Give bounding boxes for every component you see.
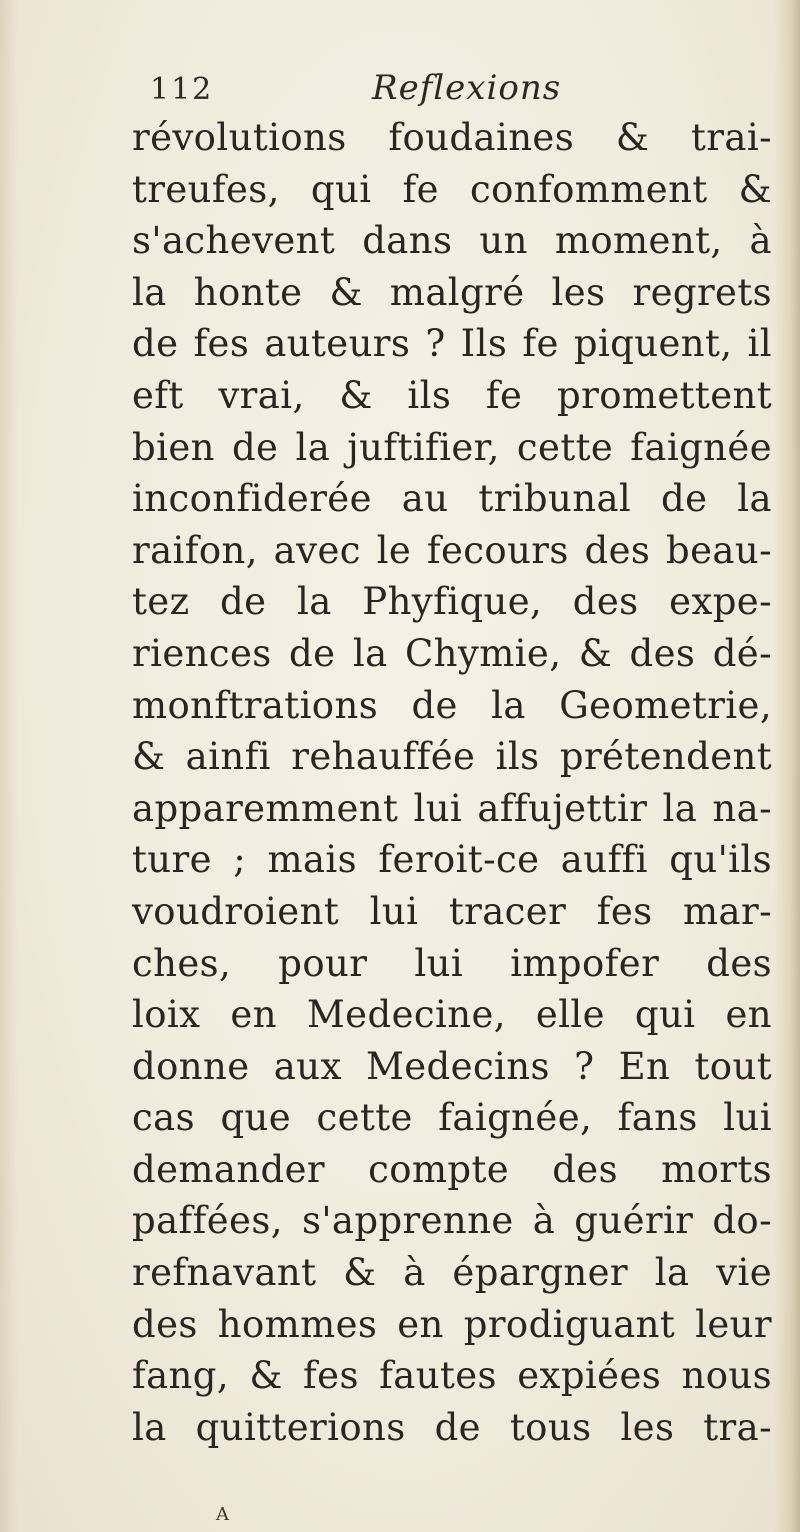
signature-mark: A xyxy=(216,1504,229,1525)
text-line: demander compte des morts xyxy=(132,1147,772,1191)
running-title: Reflexions xyxy=(372,68,562,108)
page-edge-right xyxy=(774,0,800,1532)
text-line: monftrations de la Geometrie, xyxy=(132,683,772,727)
text-line: loix en Medecine, elle qui en xyxy=(132,993,772,1037)
body-text xyxy=(132,112,772,1453)
text-line: bien de la juftifier, cette faignée xyxy=(132,425,772,469)
text-line: eft vrai, & ils fe promettent xyxy=(132,373,772,417)
text-line: de fes auteurs ? Ils fe piquent, il xyxy=(132,322,772,366)
text-line: refnavant & à épargner la vie xyxy=(132,1251,772,1295)
text-line: raifon, avec le fecours des beau- xyxy=(132,528,772,572)
text-line: ches, pour lui impofer des xyxy=(132,941,772,985)
text-line: cas que cette faignée, fans lui xyxy=(132,1096,772,1140)
page-edge-left xyxy=(0,0,18,1532)
text-line: & ainfi rehauffée ils prétendent xyxy=(132,735,772,779)
text-line: donne aux Medecins ? En tout xyxy=(132,1044,772,1088)
text-line: tez de la Phyfique, des expe- xyxy=(132,580,772,624)
text-line: voudroient lui tracer fes mar- xyxy=(132,889,772,933)
text-line: la honte & malgré les regrets xyxy=(132,270,772,314)
text-line: des hommes en prodiguant leur xyxy=(132,1302,772,1346)
text-line: fang, & fes fautes expiées nous xyxy=(132,1354,772,1398)
text-line: ture ; mais feroit-ce auffi qu'ils xyxy=(132,838,772,882)
text-line: s'achevent dans un moment, à xyxy=(132,219,772,263)
page-header xyxy=(150,68,670,112)
text-line: paffées, s'apprenne à guérir do- xyxy=(132,1199,772,1243)
text-line: la quitterions de tous les tra- xyxy=(132,1405,772,1449)
text-line: treufes, qui fe confomment & xyxy=(132,167,772,211)
text-line: riences de la Chymie, & des dé- xyxy=(132,631,772,675)
text-line: inconfiderée au tribunal de la xyxy=(132,477,772,521)
page-number: 112 xyxy=(150,72,214,107)
text-line: apparemment lui affujettir la na- xyxy=(132,786,772,830)
text-line: révolutions foudaines & trai- xyxy=(132,116,772,159)
